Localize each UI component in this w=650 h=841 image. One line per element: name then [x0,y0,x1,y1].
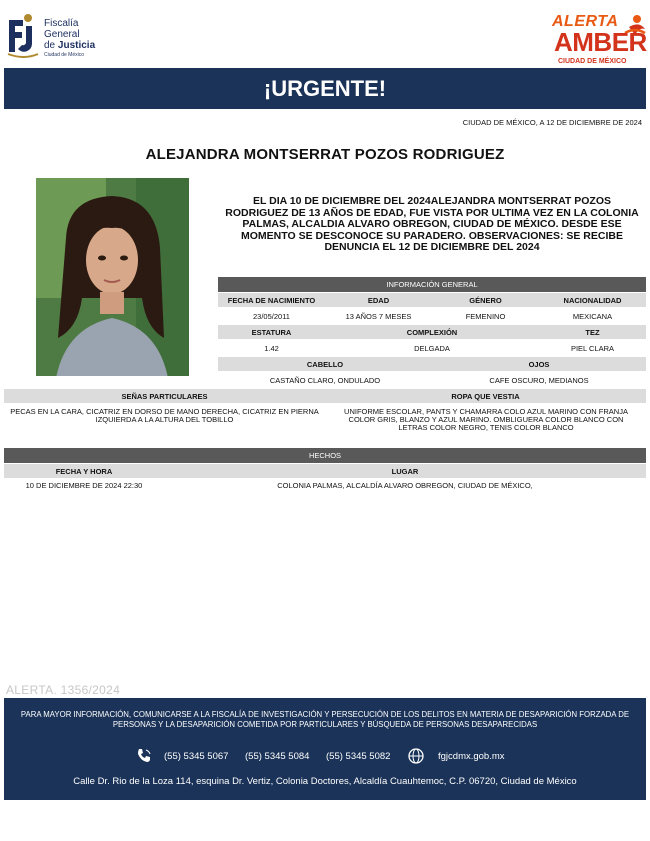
phone-row [4,748,646,766]
globe-icon [408,748,424,764]
fgj-name [44,18,95,60]
header [0,0,650,66]
birthdate-value: 23/05/2011 [253,312,290,321]
clothing-value: UNIFORME ESCOLAR, PANTS Y CHAMARRA COLO AZUL MARINO CON FRANJA COLOR GRIS, BLANZO Y AZUL MARINO. OMBLIGUERA COLOR BLANCO CON LETRAS COLOR NEGRO, TENIS COLOR BLANCO [344,407,628,432]
missing-person-photo [36,178,189,376]
phone-number-2[interactable]: (55) 5345 5084 [245,751,310,762]
distinguishing-marks-value: PECAS EN LA CARA, CICATRIZ EN DORSO DE MANO DERECHA, CICATRIZ EN PIERNA IZQUIERDA A LA ALTURA DEL TOBILLO [10,407,319,424]
facts-datetime-label: FECHA Y HORA [55,467,113,476]
alert-date: CIUDAD DE MÉXICO, A 12 DE DICIEMBRE DE 2024 [462,118,642,127]
distinguishing-marks-label: SEÑAS PARTICULARES [121,392,208,401]
nationality-value: MEXICANA [572,312,613,321]
phone-number-3[interactable]: (55) 5345 5082 [326,751,391,762]
phone-number-1[interactable]: (55) 5345 5067 [164,751,229,762]
fgj-line1: Fiscalía [44,18,79,29]
build-value: DELGADA [414,344,450,353]
alert-folio: ALERTA. 1356/2024 [6,683,121,697]
height-label: ESTATURA [251,328,292,337]
facts-header: HECHOS [4,448,646,463]
gender-value: FEMENINO [465,312,506,321]
urgent-banner: ¡URGENTE! [4,68,646,109]
contact-info-text: PARA MAYOR INFORMACIÓN, COMUNICARSE A LA FISCALÍA DE INVESTIGACIÓN Y PERSECUCIÓN DE LOS DELITOS EN MATERIA DE DESAPARICIÓN FORZADA DE PERSONAS Y LA DESAPARICIÓN COMETIDA POR PARTICULARES Y BÚSQUEDA DE PERSONAS DESAPARECIDAS [20,710,630,729]
hair-value: CASTAÑO CLARO, ONDULADO [269,376,381,385]
amber-alerta-text: ALERTA [552,13,619,30]
fgj-line3: de Justicia [44,40,96,51]
phone-icon [136,748,152,764]
portrait-illustration [36,178,189,376]
website-link[interactable]: fgjcdmx.gob.mx [438,751,505,762]
height-value: 1.42 [264,344,279,353]
skin-value: PIEL CLARA [570,344,615,353]
age-value: 13 AÑOS 7 MESES [345,312,412,321]
fgj-line2: General [44,29,80,40]
alerta-amber-logo [552,13,647,69]
office-address: Calle Dr. Rio de la Loza 114, esquina Dr. Vertiz, Colonia Doctores, Alcaldía Cuauhtemoc, C.P. 06720, Ciudad de México [73,776,577,787]
amber-amber-text: AMBER [554,27,647,57]
build-label: COMPLEXIÓN [406,328,458,337]
incident-summary: EL DIA 10 DE DICIEMBRE DEL 2024ALEJANDRA MONTSERRAT POZOS RODRIGUEZ DE 13 AÑOS DE EDAD, FUE VISTA POR ULTIMA VEZ EN LA COLONIA PALMAS, ALCALDIA ALVARO OBREGON, CIUDAD DE MÉXICO. DESDE ESE MOMENTO SE DESCONOCE SU PARADERO. OBSERVACIONES: SE RECIBE DENUNCIA EL 12 DE DICIEMBRE DEL 2024 [225,195,639,254]
facts-place-label: LUGAR [391,467,419,476]
nationality-label: NACIONALIDAD [563,296,622,305]
fgj-logo-icon [6,14,40,60]
hair-label: CABELLO [306,360,344,369]
age-label: EDAD [367,296,390,305]
facts-place-value: COLONIA PALMAS, ALCALDÍA ALVARO OBREGON, CIUDAD DE MÉXICO, [277,481,533,490]
clothing-label: ROPA QUE VESTIA [451,392,520,401]
eyes-value: CAFE OSCURO, MEDIANOS [489,376,589,385]
fgj-city: Ciudad de México [44,52,85,58]
contact-footer [4,698,646,800]
general-info-header: INFORMACIÓN GENERAL [218,277,646,292]
missing-person-name: ALEJANDRA MONTSERRAT POZOS RODRIGUEZ [145,146,505,163]
gender-label: GÉNERO [469,296,502,305]
skin-label: TEZ [585,328,600,337]
birthdate-label: FECHA DE NACIMIENTO [227,296,316,305]
eyes-label: OJOS [528,360,550,369]
amber-city-text: CIUDAD DE MÉXICO [558,58,627,65]
facts-datetime-value: 10 DE DICIEMBRE DE 2024 22:30 [25,481,143,490]
